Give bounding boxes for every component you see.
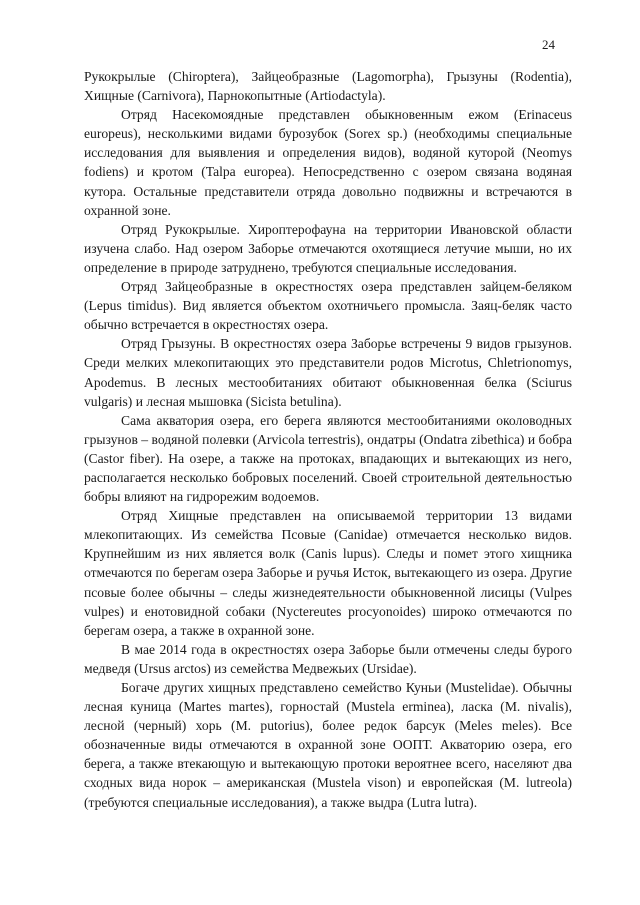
paragraph-brown-bear: В мае 2014 года в окрестностях озера Заборье были отмечены следы бурого медведя (Ursus arctos) из семейства Медвежьих (Ursidae).: [84, 641, 572, 676]
paragraph-lagomorphs: Отряд Зайцеобразные в окрестностях озера представлен зайцем-беляком (Lepus timidus). Вид является объектом охотничьего промысла. Заяц-беляк часто обычно встречается в окрестностях озера.: [84, 279, 572, 333]
paragraph-rodents: Отряд Грызуны. В окрестностях озера Заборье встречены 9 видов грызунов. Среди мелких млекопитающих это представители родов Microtus, Chletrionomys, Apodemus. В лесных местообитаниях обитают обыкновенная белка (Sciurus vulgaris) и лесная мышовка (Sicista betulina).: [84, 336, 572, 409]
paragraph-semiaquatic-rodents: Сама акватория озера, его берега являются местообитаниями околоводных грызунов – водяной полевки (Arvicola terrestris), ондатры (Ondatra zibethica) и бобра (Castor fiber). На озере, а также на протоках, впадающих и вытекающих из него, располагается несколько бобровых поселений. Своей строительной деятельностью бобры влияют на гидрорежим водоемов.: [84, 412, 572, 505]
page-number: 24: [542, 37, 555, 52]
paragraph-bats: Отряд Рукокрылые. Хироптерофауна на территории Ивановской области изучена слабо. Над озером Заборье отмечаются охотящиеся летучие мыши, но их определение в природе затруднено, требуются специальные исследования.: [84, 221, 572, 275]
paragraph-orders-list: Рукокрылые (Chiroptera), Зайцеобразные (Lagomorpha), Грызуны (Rodentia), Хищные (Carnivora), Парнокопытные (Artiodactyla).: [84, 69, 572, 104]
paragraph-carnivores: Отряд Хищные представлен на описываемой территории 13 видами млекопитающих. Из семейства Псовые (Canidae) отмечается несколько видов. Крупнейшим из них является волк (Canis lupus). Следы и помет этого хищника отмечаются по берегам озера Заборье и ручья Исток, вытекающего из озера. Другие псовые более обычны – следы жизнедеятельности обыкновенной лисицы (Vulpes vulpes) и енотовидной собаки (Nyctereutes procyonoides) широко отмечаются по берегам озера, а также в охранной зоне.: [84, 508, 572, 638]
body-text: [84, 67, 572, 812]
paragraph-mustelids: Богаче других хищных представлено семейство Куньи (Mustelidae). Обычны лесная куница (Martes martes), горностай (Mustela erminea), ласка (M. nivalis), лесной (черный) хорь (M. putorius), более редок барсук (Meles meles). Все обозначенные виды отмечаются в охранной зоне ООПТ. Акваторию озера, его берега, а также втекающую и вытекающую протоки вероятнее всего, населяют два сходных вида норок – американская (Mustela vison) и европейская (M. lutreola) (требуются специальные исследования), а также выдра (Lutra lutra).: [84, 680, 572, 810]
paragraph-insectivores: Отряд Насекомоядные представлен обыкновенным ежом (Erinaceus europeus), несколькими видами бурозубок (Sorex sp.) (необходимы специальные исследования для выявления и определения видов), водяной куторой (Neomys fodiens) и кротом (Talpa europea). Непосредственно с озером связана водяная кутора. Остальные представители отряда довольно подвижны и встречаются в охранной зоне.: [84, 107, 572, 218]
